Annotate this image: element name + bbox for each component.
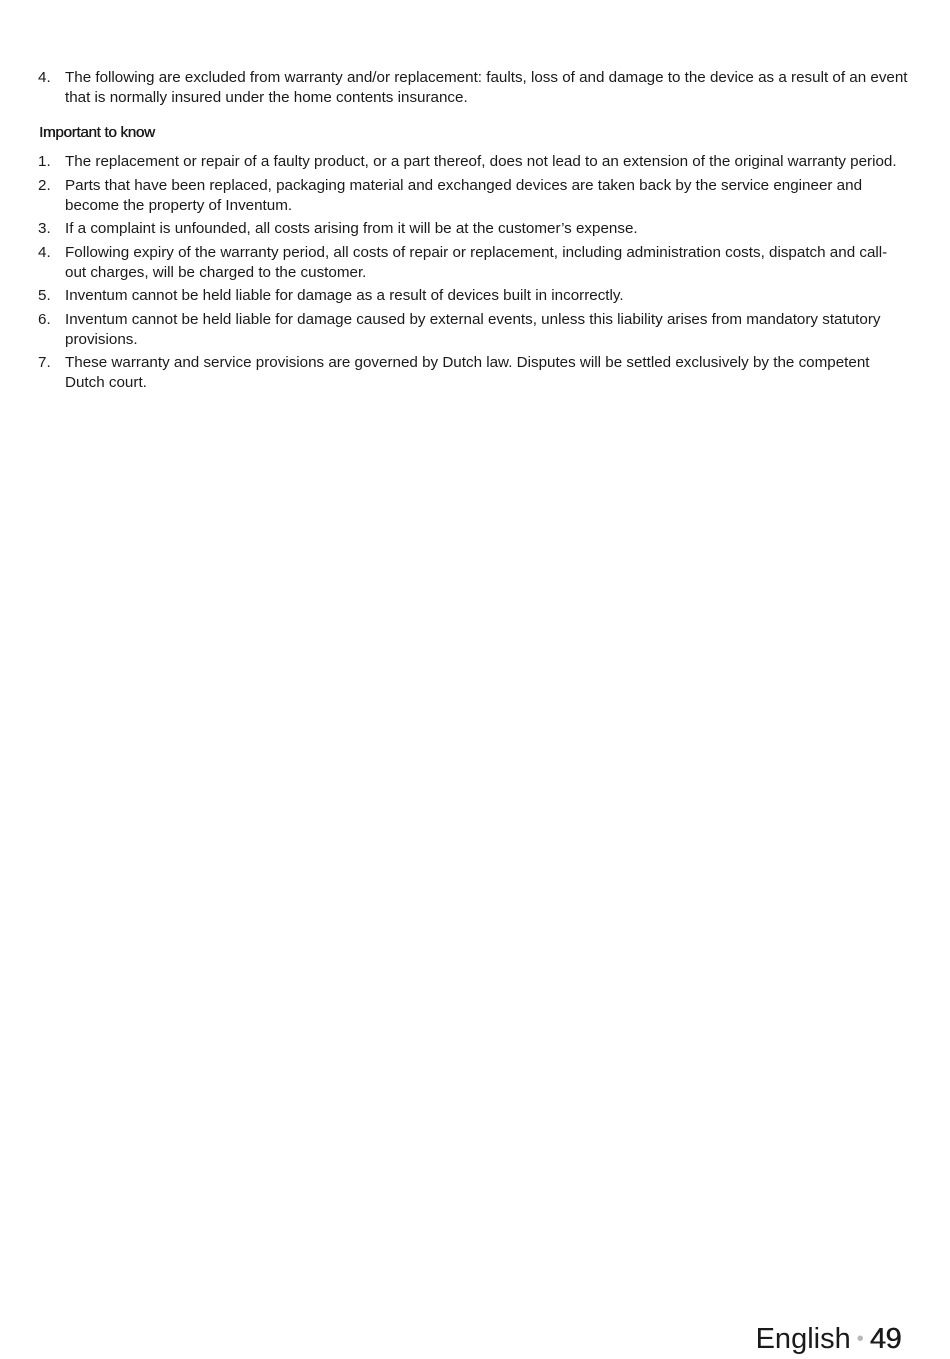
list-item-number: 4. [38, 69, 51, 86]
list-item-text: Following expiry of the warranty period, all costs of repair or replacement, including administration costs, dispatch and call-out charges, will be charged to the customer. [65, 243, 888, 281]
list-item-text: Inventum cannot be held liable for damage caused by external events, unless this liability arises from mandatory statutory provisions. [65, 310, 881, 348]
list-item-text: Inventum cannot be held liable for damage as a result of devices built in incorrectly. [65, 287, 624, 304]
exclusions-list-continued [38, 68, 908, 112]
section-heading: Important to know [39, 124, 155, 141]
list-item-text: The replacement or repair of a faulty product, or a part thereof, does not lead to an extension of the original warranty period. [65, 153, 897, 170]
list-item [38, 243, 908, 283]
list-item-text: These warranty and service provisions are governed by Dutch law. Disputes will be settled exclusively by the competent Dutch court. [65, 354, 870, 391]
list-item [38, 286, 908, 306]
list-item-number: 3. [38, 220, 51, 237]
list-item [38, 152, 908, 172]
list-item-text: If a complaint is unfounded, all costs arising from it will be at the customer’s expense. [65, 220, 638, 237]
page-number: 49 [869, 1323, 901, 1355]
list-item [38, 219, 908, 239]
list-item-number: 1. [38, 153, 51, 170]
list-item [38, 68, 908, 108]
list-item-number: 6. [38, 310, 51, 328]
list-item-text: The following are excluded from warranty and/or replacement: faults, loss of and damage to the device as a result of an event that is normally insured under the home contents insurance. [65, 69, 908, 106]
list-item-number: 2. [38, 176, 51, 194]
list-item-number: 7. [38, 354, 51, 371]
list-item-number: 4. [38, 243, 51, 261]
list-item [38, 353, 908, 393]
page-footer [756, 1322, 901, 1359]
list-item-number: 5. [38, 287, 51, 304]
list-item [38, 176, 908, 216]
important-to-know-list [38, 152, 908, 397]
footer-separator: • [856, 1328, 864, 1350]
list-item [38, 310, 908, 350]
footer-language: English [755, 1323, 851, 1355]
list-item-text: Parts that have been replaced, packaging material and exchanged devices are taken back by the service engineer and become the property of Inventum. [65, 176, 863, 214]
